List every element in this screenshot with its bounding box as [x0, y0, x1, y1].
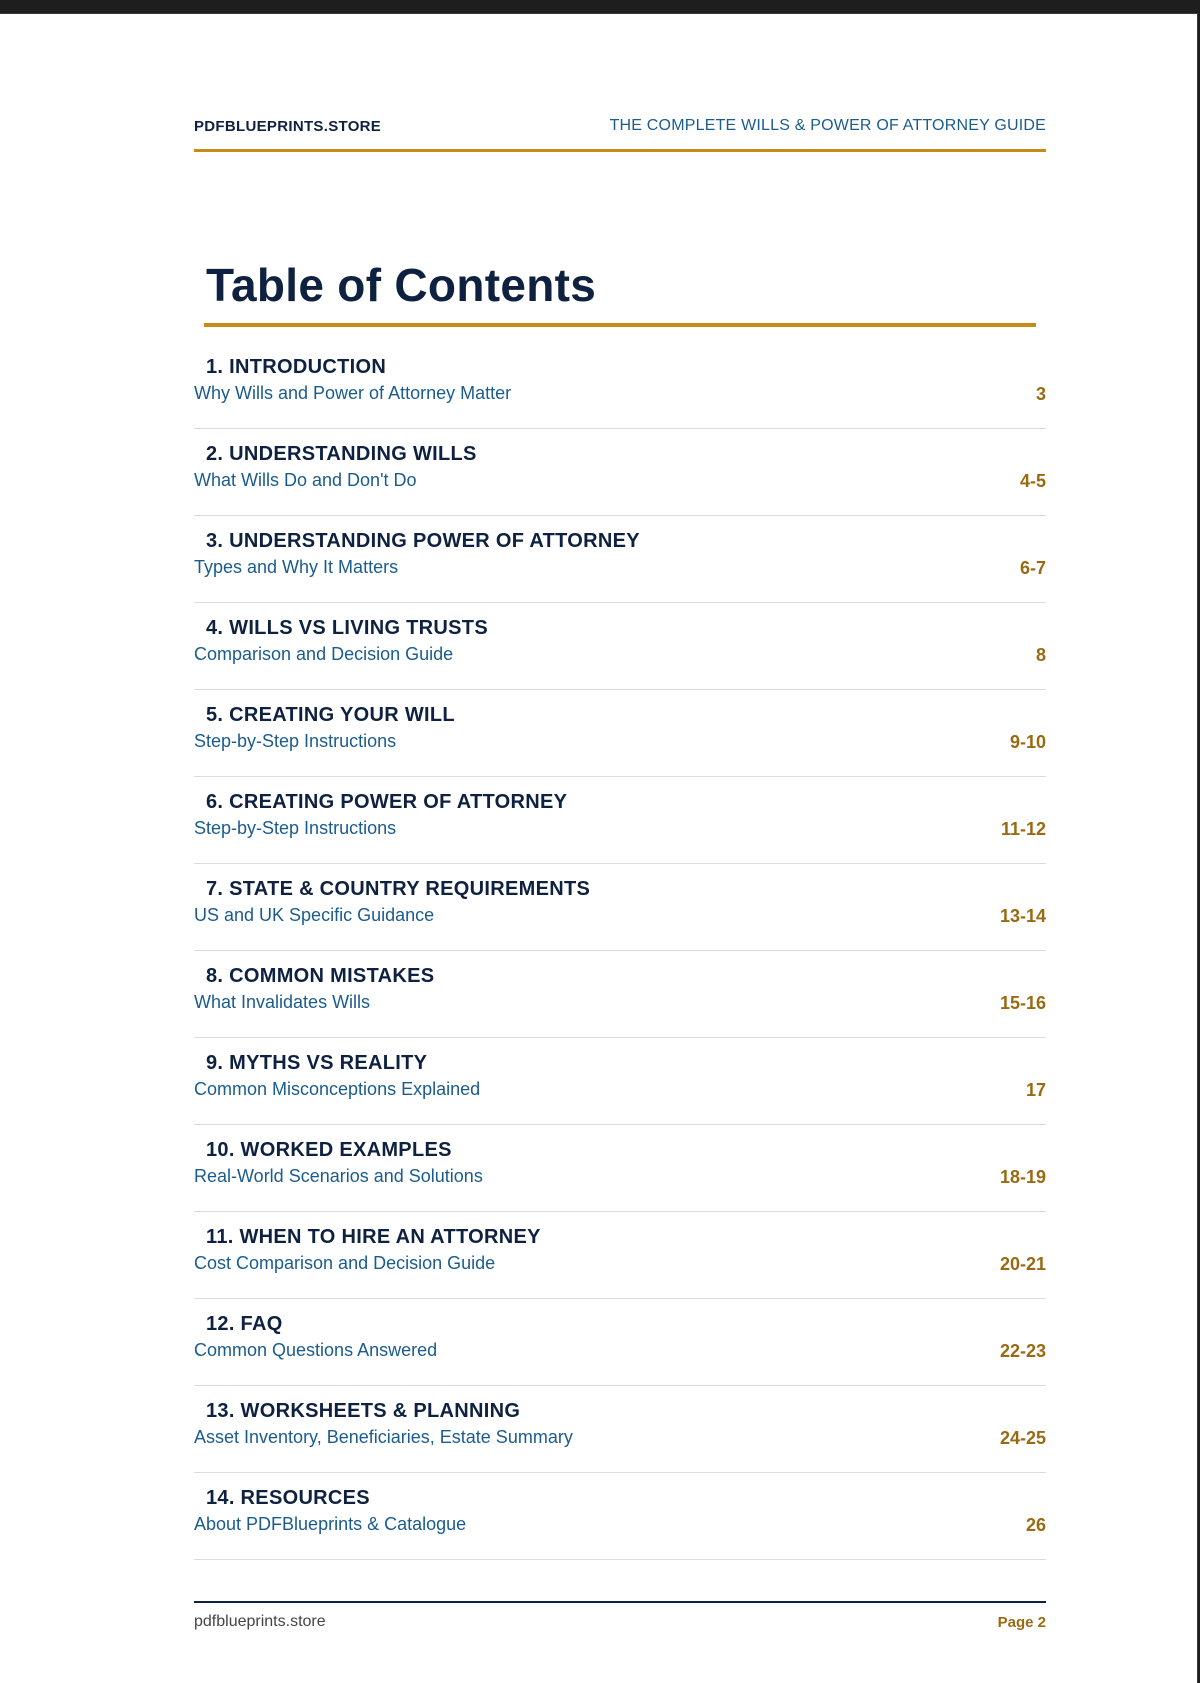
toc-entry[interactable] [194, 1125, 1046, 1212]
toc-list [194, 342, 1046, 1560]
toc-entry[interactable] [194, 777, 1046, 864]
toc-entry-page: 22-23 [999, 1341, 1046, 1361]
toc-entry-heading: 5. CREATING YOUR WILL [206, 704, 455, 726]
toc-entry-subtitle: Asset Inventory, Beneficiaries, Estate Summary [194, 1427, 573, 1447]
toc-entry-heading: 4. WILLS VS LIVING TRUSTS [206, 617, 488, 639]
toc-entry-subtitle: Comparison and Decision Guide [194, 644, 454, 664]
toc-entry[interactable] [194, 951, 1046, 1038]
toc-entry-heading: 3. UNDERSTANDING POWER OF ATTORNEY [206, 530, 640, 552]
toc-entry-subtitle: About PDFBlueprints & Catalogue [194, 1514, 467, 1534]
toc-entry-heading: 2. UNDERSTANDING WILLS [206, 443, 477, 465]
toc-entry-subtitle: What Wills Do and Don't Do [194, 470, 417, 490]
toc-entry[interactable] [194, 342, 1046, 429]
toc-entry-subtitle: Common Misconceptions Explained [194, 1079, 481, 1099]
page-footer [194, 1601, 1046, 1643]
toc-entry-subtitle: Step-by-Step Instructions [194, 731, 397, 751]
toc-entry-heading: 14. RESOURCES [206, 1487, 370, 1509]
toc-entry-page: 11-12 [1000, 819, 1046, 839]
toc-entry[interactable] [194, 1473, 1046, 1560]
toc-entry-heading: 7. STATE & COUNTRY REQUIREMENTS [206, 878, 591, 900]
toc-entry[interactable] [194, 1299, 1046, 1386]
toc-entry-subtitle: Common Questions Answered [194, 1340, 438, 1360]
toc-entry[interactable] [194, 1212, 1046, 1299]
toc-entry-heading: 8. COMMON MISTAKES [206, 965, 435, 987]
toc-entry-subtitle: Why Wills and Power of Attorney Matter [194, 383, 512, 403]
toc-entry-page: 18-19 [999, 1167, 1046, 1187]
toc-entry-subtitle: Real-World Scenarios and Solutions [194, 1166, 483, 1186]
toc-entry-subtitle: What Invalidates Wills [194, 992, 371, 1012]
toc-entry-page: 3 [1035, 384, 1046, 404]
toc-entry-page: 9-10 [1009, 732, 1046, 752]
toc-entry-subtitle: US and UK Specific Guidance [194, 905, 435, 925]
toc-entry[interactable] [194, 516, 1046, 603]
footer-site: pdfblueprints.store [194, 1613, 326, 1630]
brand-name: PDFBLUEPRINTS.STORE [194, 118, 382, 135]
toc-title: Table of Contents [206, 259, 597, 311]
footer-page-number: Page 2 [997, 1614, 1046, 1631]
toc-entry[interactable] [194, 1386, 1046, 1473]
toc-entry[interactable] [194, 1038, 1046, 1125]
toc-entry-page: 13-14 [999, 906, 1046, 926]
toc-entry-subtitle: Step-by-Step Instructions [194, 818, 397, 838]
page-header [194, 104, 1046, 152]
toc-entry-heading: 12. FAQ [206, 1313, 283, 1335]
toc-entry-subtitle: Cost Comparison and Decision Guide [194, 1253, 496, 1273]
toc-entry-heading: 6. CREATING POWER OF ATTORNEY [206, 791, 568, 813]
toc-entry[interactable] [194, 864, 1046, 951]
toc-entry-page: 8 [1035, 645, 1046, 665]
document-page [0, 14, 1197, 1683]
toc-entry-subtitle: Types and Why It Matters [194, 557, 399, 577]
toc-entry-page: 4-5 [1019, 471, 1046, 491]
toc-entry-heading: 11. WHEN TO HIRE AN ATTORNEY [206, 1226, 541, 1248]
toc-entry-page: 24-25 [999, 1428, 1046, 1448]
toc-entry-page: 17 [1025, 1080, 1046, 1100]
toc-entry[interactable] [194, 429, 1046, 516]
toc-entry[interactable] [194, 690, 1046, 777]
toc-entry-heading: 9. MYTHS VS REALITY [206, 1052, 428, 1074]
toc-entry[interactable] [194, 603, 1046, 690]
toc-entry-page: 15-16 [999, 993, 1046, 1013]
toc-entry-heading: 1. INTRODUCTION [206, 356, 387, 378]
toc-entry-page: 6-7 [1019, 558, 1046, 578]
guide-title: THE COMPLETE WILLS & POWER OF ATTORNEY GUIDE [609, 117, 1046, 134]
toc-entry-page: 20-21 [999, 1254, 1046, 1274]
toc-entry-heading: 10. WORKED EXAMPLES [206, 1139, 452, 1161]
toc-entry-heading: 13. WORKSHEETS & PLANNING [206, 1400, 521, 1422]
toc-entry-page: 26 [1025, 1515, 1046, 1535]
title-divider [204, 323, 1036, 327]
